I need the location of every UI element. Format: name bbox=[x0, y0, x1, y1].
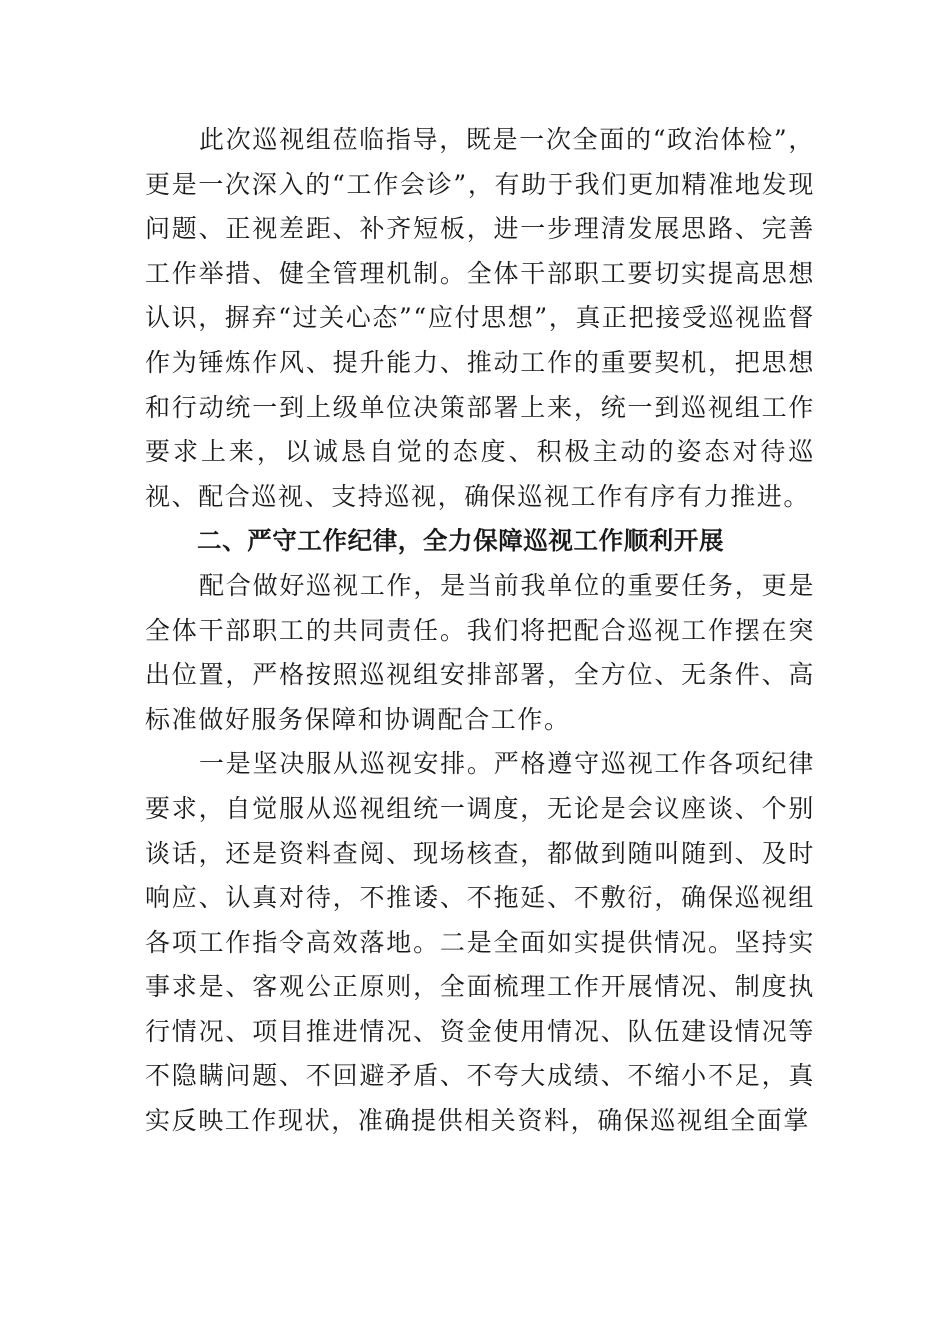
paragraph-measures: 一是坚决服从巡视安排。严格遵守巡视工作各项纪律要求，自觉服从巡视组统一调度，无论是会议座谈、个别谈话，还是资料查阅、现场核查，都做到随叫随到、及时响应、认真对待，不推诿、不拖延、不敷衍，确保巡视组各项工作指令高效落地。二是全面如实提供情况。坚持实事求是、客观公正原则，全面梳理工作开展情况、制度执行情况、项目推进情况、资金使用情况、队伍建设情况等不隐瞒问题、不回避矛盾、不夸大成绩、不缩小不足，真实反映工作现状，准确提供相关资料，确保巡视组全面掌 bbox=[145, 749, 815, 1136]
document-body bbox=[145, 118, 815, 1144]
paragraph-inspection-significance: 此次巡视组莅临指导，既是一次全面的“政治体检”，更是一次深入的“工作会诊”，有助于我们更加精准地发现问题、正视差距、补齐短板，进一步理清发展思路、完善工作举措、健全管理机制。全体干部职工要切实提高思想认识，摒弃“过关心态”“应付思想”，真正把接受巡视监督作为锤炼作风、提升能力、推动工作的重要契机，把思想和行动统一到上级单位决策部署上来，统一到巡视组工作要求上来，以诚恳自觉的态度、积极主动的姿态对待巡视、配合巡视、支持巡视，确保巡视工作有序有力推进。 bbox=[145, 125, 815, 511]
paragraph-cooperation-duty: 配合做好巡视工作，是当前我单位的重要任务，更是全体干部职工的共同责任。我们将把配合巡视工作摆在突出位置，严格按照巡视组安排部署，全方位、无条件、高标准做好服务保障和协调配合工作。 bbox=[145, 570, 815, 734]
section-heading-2: 二、严守工作纪律，全力保障巡视工作顺利开展 bbox=[197, 526, 725, 556]
